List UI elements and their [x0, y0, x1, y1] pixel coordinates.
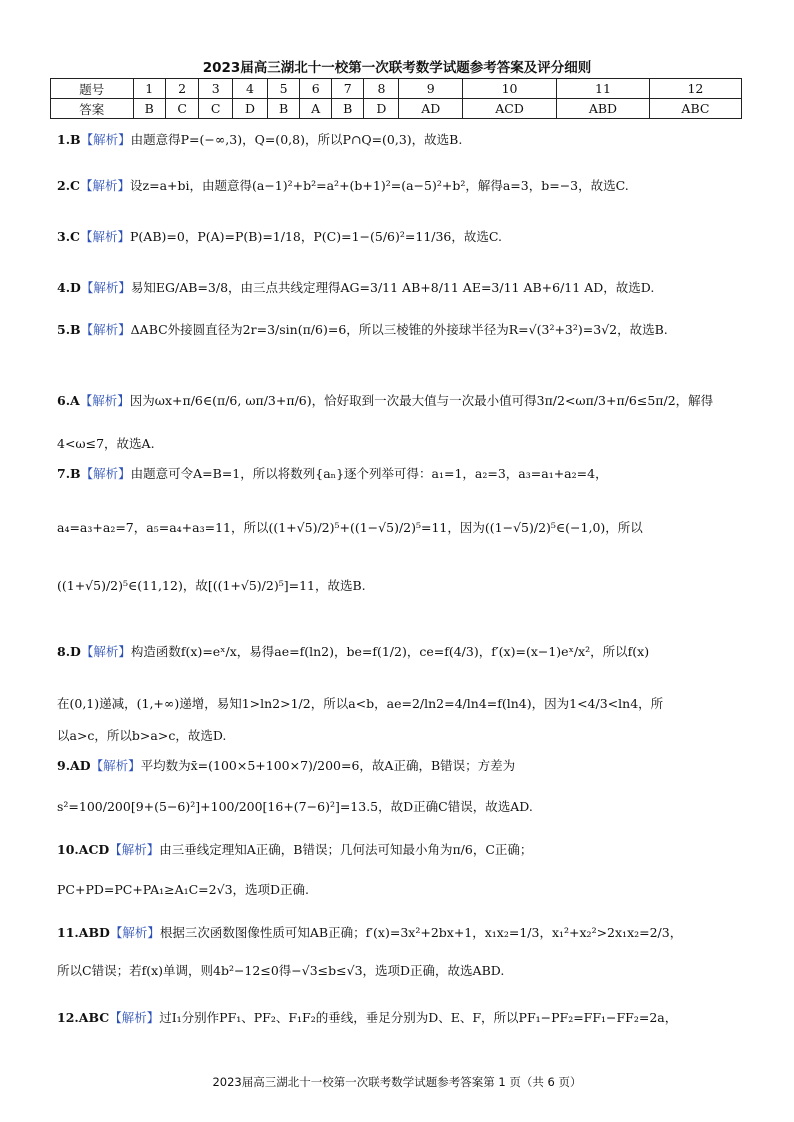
item-text: 4<ω≤7，故选A.	[57, 436, 155, 451]
table-cell: 10	[463, 79, 557, 99]
item-text: ΔABC外接圆直径为2r=3/sin(π/6)=6，所以三棱锥的外接球半径为R=√(3²+3²)=3√2，故选B.	[130, 322, 668, 337]
solution-item-12	[57, 1006, 747, 1030]
table-cell: D	[364, 99, 399, 119]
solution-item-7-cont2	[57, 574, 747, 598]
item-text: P(AB)=0，P(A)=P(B)=1/18，P(C)=1−(5/6)²=11/36，故选C.	[130, 229, 502, 244]
item-number: 5.B	[57, 322, 81, 337]
item-text: 由题意可令A=B=1，所以将数列{aₙ}逐个列举可得：a₁=1，a₂=3，a₃=a₁+a₂=4，	[130, 466, 608, 481]
page-footer: 2023届高三湖北十一校第一次联考数学试题参考答案第 1 页（共 6 页）	[212, 1075, 582, 1089]
table-cell: D	[232, 99, 267, 119]
solution-item-2	[57, 174, 747, 198]
item-text: 构造函数f(x)=eˣ/x，易得ae=f(ln2)，be=f(1/2)，ce=f(4/3)，f′(x)=(x−1)eˣ/x²，所以f(x)	[130, 644, 650, 659]
table-cell: 7	[332, 79, 364, 99]
item-text: ((1+√5)/2)⁵∈(11,12)，故[((1+√5)/2)⁵]=11，故选B.	[57, 578, 366, 593]
table-cell: 9	[399, 79, 463, 99]
solution-item-8	[57, 640, 747, 664]
solution-item-9	[57, 754, 747, 778]
table-cell: 2	[165, 79, 199, 99]
table-cell: 11	[557, 79, 650, 99]
table-row-numbers	[51, 79, 742, 99]
item-number: 4.D	[57, 280, 81, 295]
table-cell: 5	[267, 79, 299, 99]
solution-item-11	[57, 921, 747, 945]
item-text: 因为ωx+π/6∈(π/6, ωπ/3+π/6)，恰好取到一次最大值与一次最小值可得3π/2<ωπ/3+π/6≤5π/2，解得	[129, 393, 714, 408]
solution-item-8-cont	[57, 692, 747, 716]
solution-item-1	[57, 128, 747, 152]
analysis-tag: 【解析】	[80, 466, 131, 481]
table-cell: C	[165, 99, 199, 119]
item-text: s²=100/200[9+(5−6)²]+100/200[16+(7−6)²]=13.5，故D正确C错误，故选AD.	[57, 799, 533, 814]
analysis-tag: 【解析】	[90, 758, 141, 773]
analysis-tag: 【解析】	[80, 280, 131, 295]
solution-item-8-cont2	[57, 724, 747, 748]
analysis-tag: 【解析】	[109, 1010, 160, 1025]
table-cell: ACD	[463, 99, 557, 119]
table-cell: 4	[232, 79, 267, 99]
item-number: 11.ABD	[57, 925, 110, 940]
table-cell: ABC	[649, 99, 741, 119]
solution-item-9-cont	[57, 795, 747, 819]
analysis-tag: 【解析】	[80, 132, 131, 147]
solution-item-11-cont	[57, 959, 747, 983]
table-cell: 12	[649, 79, 741, 99]
table-cell: B	[133, 99, 165, 119]
table-cell: AD	[399, 99, 463, 119]
solution-item-4	[57, 276, 747, 300]
solution-item-10-cont	[57, 878, 747, 902]
solution-item-7-cont	[57, 516, 747, 540]
solution-item-6-cont	[57, 432, 747, 456]
item-text: 设z=a+bi，由题意得(a−1)²+b²=a²+(b+1)²=(a−5)²+b²，解得a=3，b=−3，故选C.	[130, 178, 629, 193]
item-text: 过I₁分别作PF₁、PF₂、F₁F₂的垂线，垂足分别为D、E、F，所以PF₁−PF₂=FF₁−FF₂=2a，	[159, 1010, 678, 1025]
item-number: 9.AD	[57, 758, 91, 773]
analysis-tag: 【解析】	[109, 842, 160, 857]
item-number: 3.C	[57, 229, 80, 244]
table-cell: C	[199, 99, 233, 119]
item-number: 6.A	[57, 393, 80, 408]
item-text: 以a>c，所以b>a>c，故选D.	[57, 728, 227, 743]
solution-item-3	[57, 225, 747, 249]
item-number: 12.ABC	[57, 1010, 110, 1025]
table-row-answers	[51, 99, 742, 119]
analysis-tag: 【解析】	[80, 178, 131, 193]
item-text: 平均数为x̄=(100×5+100×7)/200=6，故A正确，B错误；方差为	[140, 758, 516, 773]
table-cell: ABD	[557, 99, 650, 119]
table-cell: A	[300, 99, 332, 119]
analysis-tag: 【解析】	[109, 925, 160, 940]
table-cell: 6	[300, 79, 332, 99]
item-number: 8.D	[57, 644, 81, 659]
row-label-answer: 答案	[51, 99, 134, 119]
item-text: 由三垂线定理知A正确，B错误；几何法可知最小角为π/6，C正确；	[159, 842, 533, 857]
page-title: 2023届高三湖北十一校第一次联考数学试题参考答案及评分细则	[202, 60, 592, 76]
solution-item-6	[57, 389, 747, 413]
analysis-tag: 【解析】	[80, 229, 131, 244]
analysis-tag: 【解析】	[80, 644, 131, 659]
solution-item-10	[57, 838, 747, 862]
analysis-tag: 【解析】	[80, 322, 131, 337]
item-number: 1.B	[57, 132, 81, 147]
item-number: 7.B	[57, 466, 81, 481]
item-text: 在(0,1)递减，(1,+∞)递增，易知1>ln2>1/2，所以a<b，ae=2/ln2=4/ln4=f(ln4)，因为1<4/3<ln4，所	[57, 696, 664, 711]
analysis-tag: 【解析】	[79, 393, 130, 408]
solution-item-5	[57, 318, 747, 342]
item-number: 10.ACD	[57, 842, 110, 857]
table-cell: B	[267, 99, 299, 119]
table-cell: 8	[364, 79, 399, 99]
item-text: 由题意得P=(−∞,3)，Q=(0,8)，所以P∩Q=(0,3)，故选B.	[130, 132, 463, 147]
table-cell: B	[332, 99, 364, 119]
solution-item-7	[57, 462, 747, 486]
item-text: 易知EG/AB=3/8，由三点共线定理得AG=3/11 AB+8/11 AE=3/11 AB+6/11 AD，故选D.	[130, 280, 655, 295]
row-label-number: 题号	[51, 79, 134, 99]
item-text: 根据三次函数图像性质可知AB正确；f′(x)=3x²+2bx+1，x₁x₂=1/3，x₁²+x₂²>2x₁x₂=2/3，	[159, 925, 683, 940]
answer-table	[50, 78, 742, 119]
table-cell: 3	[199, 79, 233, 99]
item-text: 所以C错误；若f(x)单调，则4b²−12≤0得−√3≤b≤√3，选项D正确，故选ABD.	[57, 963, 505, 978]
item-number: 2.C	[57, 178, 80, 193]
item-text: PC+PD=PC+PA₁≥A₁C=2√3，选项D正确.	[57, 882, 310, 897]
table-cell: 1	[133, 79, 165, 99]
item-text: a₄=a₃+a₂=7，a₅=a₄+a₃=11，所以((1+√5)/2)⁵+((1−√5)/2)⁵=11，因为((1−√5)/2)⁵∈(−1,0)，所以	[57, 520, 643, 535]
